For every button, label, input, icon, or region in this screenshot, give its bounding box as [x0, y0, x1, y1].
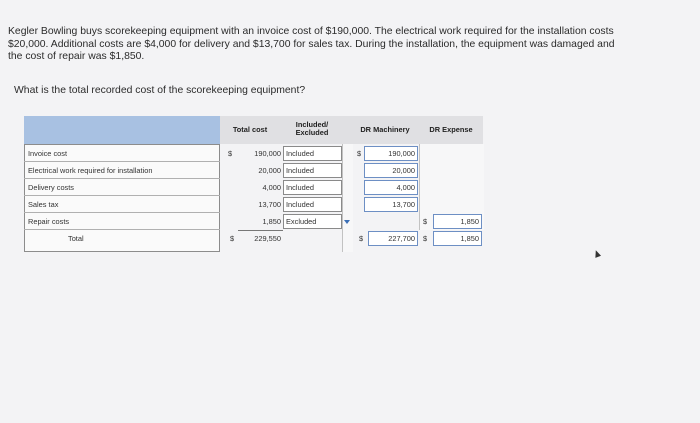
row-label-sales-tax: Sales tax [28, 199, 59, 209]
select-value: Included [286, 149, 314, 158]
total-cost-value: 1,850 [262, 216, 281, 226]
currency-symbol: $ [359, 234, 364, 243]
row-label-repair-costs: Repair costs [28, 216, 70, 226]
problem-statement [8, 26, 678, 64]
total-cost-sum: 229,550 [238, 230, 283, 246]
dr-machinery-input[interactable]: 190,000 [364, 146, 418, 161]
dr-machinery-total-input[interactable]: 227,700 [368, 231, 418, 246]
row-label-total: Total [68, 233, 84, 243]
chevron-down-icon [344, 220, 350, 224]
dropdown-toggle[interactable] [342, 214, 352, 229]
question-text: What is the total recorded cost of the scorekeeping equipment? [14, 85, 306, 96]
select-value: Included [286, 183, 314, 192]
total-cost-value: 190,000 [254, 148, 281, 158]
mouse-cursor-icon [593, 249, 601, 258]
currency-symbol: $ [357, 149, 362, 158]
header-included-line2: Excluded [295, 128, 329, 137]
total-cost-value: 13,700 [258, 199, 281, 209]
included-excluded-select[interactable] [283, 180, 342, 195]
total-cost-value: 20,000 [258, 165, 281, 175]
select-value: Included [286, 166, 314, 175]
problem-line-1: Kegler Bowling buys scorekeeping equipment with an invoice cost of $190,000. The electrical work required for the installation costs [8, 26, 614, 37]
header-dr-expense: DR Expense [429, 124, 473, 134]
problem-line-2: $20,000. Additional costs are $4,000 for delivery and $13,700 for sales tax. During the installation, the equipment was damaged and [8, 38, 615, 50]
header-included-excluded [284, 119, 340, 139]
header-label-area [24, 116, 220, 144]
currency-symbol: $ [423, 217, 428, 226]
included-excluded-select[interactable] [283, 163, 342, 178]
problem-line-3: the cost of repair was $1,850. [8, 51, 145, 62]
included-excluded-select[interactable] [283, 197, 342, 212]
row-label-electrical-work: Electrical work required for installation [28, 165, 153, 175]
dr-machinery-input[interactable]: 20,000 [364, 163, 418, 178]
header-dr-machinery: DR Machinery [360, 124, 410, 134]
select-value: Excluded [286, 217, 317, 226]
dr-expense-total-input[interactable]: 1,850 [433, 231, 482, 246]
total-cost-value: 4,000 [262, 182, 281, 192]
dr-machinery-input[interactable]: 4,000 [364, 180, 418, 195]
select-value: Included [286, 200, 314, 209]
spacer-column [342, 144, 353, 252]
dr-machinery-input[interactable]: 13,700 [364, 197, 418, 212]
row-label-delivery-costs: Delivery costs [28, 182, 74, 192]
row-label-invoice-cost: Invoice cost [28, 148, 68, 158]
currency-symbol: $ [228, 148, 233, 158]
included-excluded-select[interactable] [283, 146, 342, 161]
header-total-cost: Total cost [232, 124, 268, 134]
currency-symbol: $ [230, 234, 235, 243]
included-excluded-select[interactable] [283, 214, 342, 229]
currency-symbol: $ [423, 234, 428, 243]
header-included-line1: Included/ [295, 119, 329, 129]
cost-worksheet-table [24, 116, 483, 252]
table-header [24, 116, 483, 144]
dr-expense-input[interactable]: 1,850 [433, 214, 482, 229]
